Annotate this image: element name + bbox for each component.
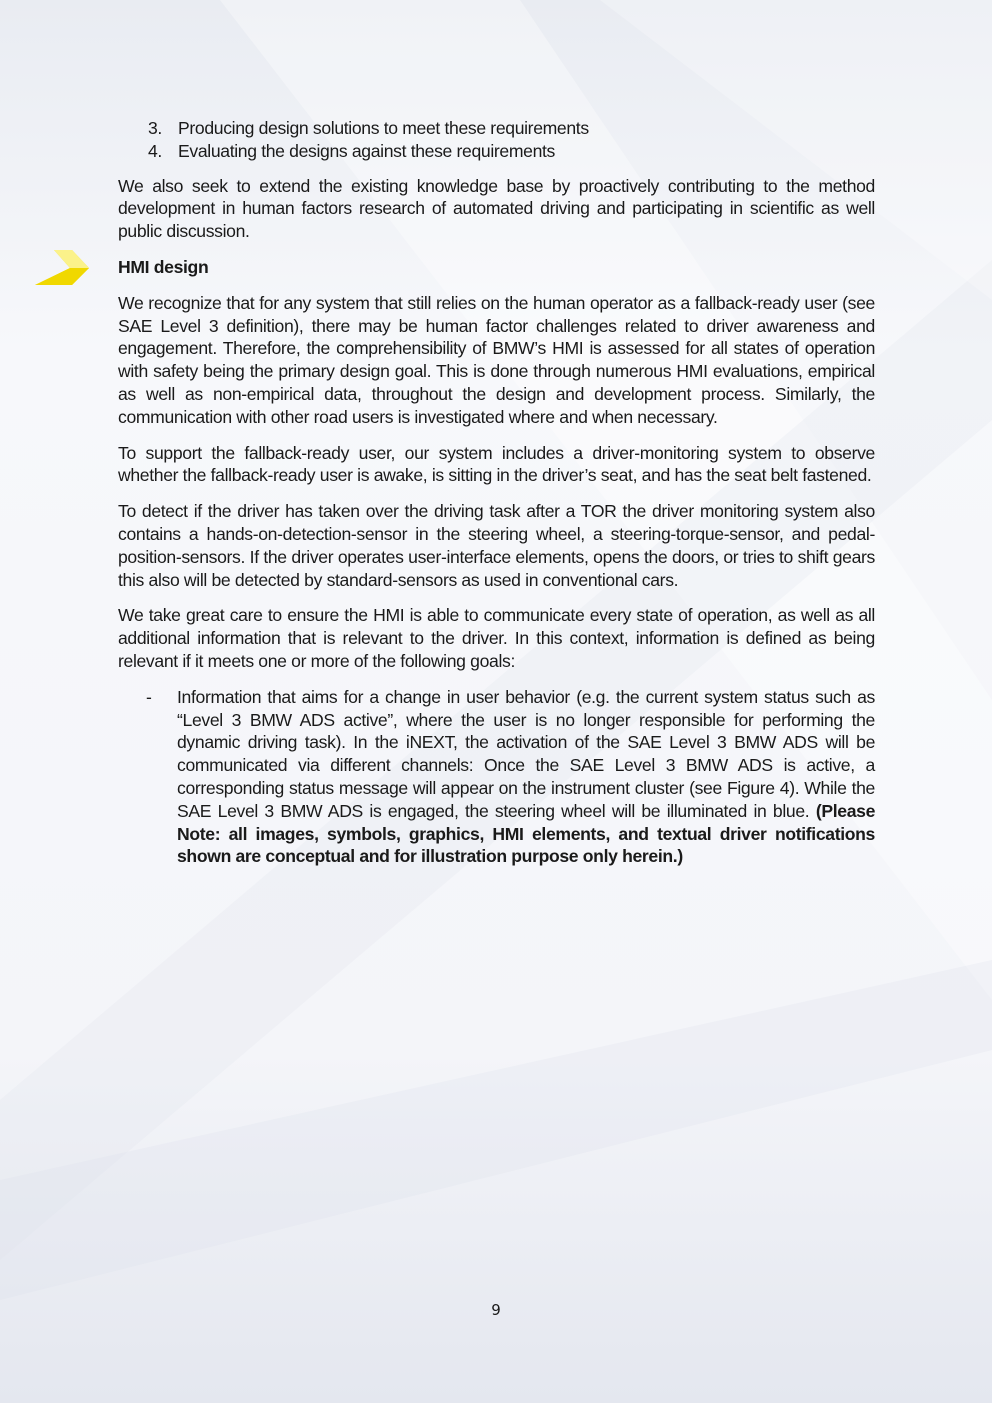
chevron-arrow-icon	[34, 249, 90, 287]
page-number: 9	[491, 1301, 501, 1319]
body-paragraph: To detect if the driver has taken over the driving task after a TOR the driver monitoring system also contains a hands-on-detection-sensor in the steering wheel, a steering-torque-sensor, and pedal-position-sensors. If the driver operates user-interface elements, opens the doors, or tries to shift gears this also will be detected by standard-sensors as used in conventional cars.	[118, 501, 875, 590]
bullet-dash: -	[146, 686, 152, 707]
bullet-item	[118, 686, 875, 868]
body-paragraph: To support the fallback-ready user, our system includes a driver-monitoring system to observe whether the fallback-ready user is awake, is sitting in the driver’s seat, and has the seat belt fastened.	[118, 442, 875, 486]
illustration-note: (Please Note: all images, symbols, graphics, HMI elements, and textual driver notifications shown are conceptual and for illustration purpose only herein.)	[177, 800, 875, 867]
section-heading: HMI design	[118, 256, 209, 277]
intro-paragraph: We also seek to extend the existing knowledge base by proactively contributing to the method development in human factors research of automated driving and participating in scientific as well public discussion.	[118, 175, 875, 242]
list-item-text: Producing design solutions to meet these requirements	[178, 118, 589, 138]
list-item-number: 3.	[148, 118, 162, 138]
list-item-text: Evaluating the designs against these requirements	[178, 140, 556, 161]
page-content	[118, 117, 875, 868]
bullet-list	[118, 686, 875, 868]
numbered-list	[118, 117, 875, 163]
bullet-text: Information that aims for a change in user behavior (e.g. the current system status such as “Level 3 BMW ADS active”, where the user is no longer responsible for performing the dynamic driving task). In the iNEXT, the activation of the SAE Level 3 BMW ADS will be communicated via different channels: Once the SAE Level 3 BMW ADS is active, a corresponding status message will appear on the instrument cluster (see Figure 4). While the SAE Level 3 BMW ADS is engaged, the steering wheel will be illuminated in blue.	[177, 686, 875, 821]
list-item-number: 4.	[148, 140, 162, 161]
list-item	[118, 117, 875, 140]
list-item	[118, 140, 875, 163]
body-paragraph: We take great care to ensure the HMI is able to communicate every state of operation, as well as all additional information that is relevant to the driver. In this context, information is defined as being relevant if it meets one or more of the following goals:	[118, 605, 875, 671]
body-paragraph: We recognize that for any system that still relies on the human operator as a fallback-ready user (see SAE Level 3 definition), there may be human factor challenges related to driver awareness and engagement. Therefore, the comprehensibility of BMW’s HMI is assessed for all states of operation with safety being the primary design goal. This is done through numerous HMI evaluations, empirical as well as non-empirical data, throughout the design and development process. Similarly, the communication with other road users is investigated where and when necessary.	[118, 292, 875, 427]
